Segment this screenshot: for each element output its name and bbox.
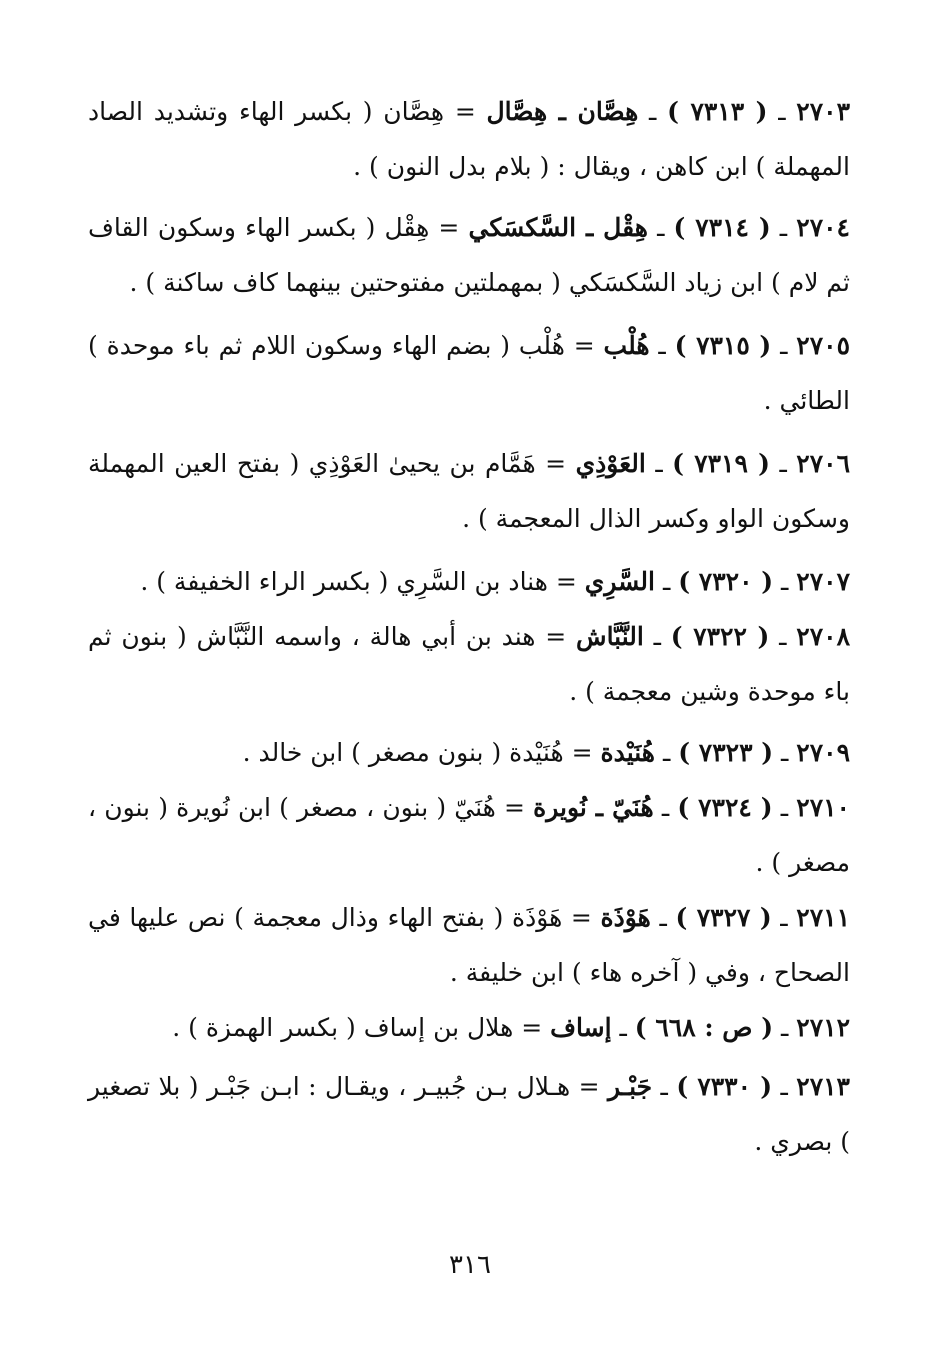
entry-reference: ( ٧٣١٩ ) bbox=[672, 449, 770, 478]
entry-2712: ٢٧١٢ ـ ( ص : ٦٦٨ ) ـ إساف = هلال بن إساف ( بكسر الهمزة ) . bbox=[172, 1013, 850, 1042]
entry-number: ٢٧٠٦ bbox=[796, 449, 850, 478]
entry-text: = هُلْب ( بضم الهاء وسكون اللام ثم باء موحدة ) الطائي . bbox=[88, 331, 850, 415]
entry-number: ٢٧١٠ bbox=[796, 793, 850, 822]
entries-list bbox=[88, 84, 850, 1169]
entry-headword: هُنَيْدة bbox=[600, 738, 655, 767]
entry-headword: هِصَّان ـ هِصَّال bbox=[486, 97, 639, 126]
entry-2710: ٢٧١٠ ـ ( ٧٣٢٤ ) ـ هُنَيّ ـ نُويرة = هُنَيّ ( بنون ، مصغر ) ابن نُويرة ( بنون ، مصغر ) . bbox=[88, 793, 850, 877]
entry-2709: ٢٧٠٩ ـ ( ٧٣٢٣ ) ـ هُنَيْدة = هُنَيْدة ( بنون مصغر ) ابن خالد . bbox=[242, 738, 850, 767]
entry-text: = هِقْل ( بكسر الهاء وسكون القاف ثم لام ) ابن زياد السَّكسَكي ( بمهملتين مفتوحتين بينهما كاف ساكنة ) . bbox=[88, 213, 850, 297]
entry-2707: ٢٧٠٧ ـ ( ٧٣٢٠ ) ـ السَّرِي = هناد بن السَّرِي ( بكسر الراء الخفيفة ) . bbox=[140, 567, 850, 596]
entry-number: ٢٧١٢ bbox=[796, 1013, 850, 1042]
entry-text: = هلال بن إساف ( بكسر الهمزة ) . bbox=[172, 1013, 543, 1042]
entry-reference: ( ٧٣٢٧ ) bbox=[675, 903, 772, 932]
entry-headword: هِقْل ـ السَّكسَكي bbox=[468, 213, 648, 242]
entry-reference: ( ٧٣١٥ ) bbox=[674, 331, 772, 360]
entry-reference: ( ٧٣١٤ ) bbox=[673, 213, 771, 242]
entry-2713: ٢٧١٣ ـ ( ٧٣٣٠ ) ـ جَبْـر = هـلال بـن جُبيـر ، ويقـال : ابـن جَبْـر ( بلا تصغير ) بصري . bbox=[88, 1072, 850, 1156]
entry-text: = هناد بن السَّرِي ( بكسر الراء الخفيفة ) . bbox=[140, 567, 577, 596]
entry-reference: ( ٧٣١٣ ) bbox=[667, 97, 768, 126]
entry-number: ٢٧٠٩ bbox=[796, 738, 850, 767]
entry-headword: هُنَيّ ـ نُويرة bbox=[533, 793, 654, 822]
entry-headword: السَّرِي bbox=[584, 567, 655, 596]
entry-headword: النَّبَّاش bbox=[576, 622, 644, 651]
entry-text: = هَوْذَة ( بفتح الهاء وذال معجمة ) نص عليها في الصحاح ، وفي ( آخره هاء ) ابن خليفة . bbox=[88, 903, 850, 987]
entry-reference: ( ٧٣٢٢ ) bbox=[670, 622, 770, 651]
entry-number: ٢٧٠٧ bbox=[796, 567, 850, 596]
entry-reference: ( ٧٣٣٠ ) bbox=[676, 1072, 773, 1101]
entry-2706: ٢٧٠٦ ـ ( ٧٣١٩ ) ـ العَوْذِي = هَمَّام بن يحيىٰ العَوْذِي ( بفتح العين المهملة وسكون الواو وكسر الذال المعجمة ) . bbox=[88, 449, 850, 533]
entry-reference: ( ٧٣٢٠ ) bbox=[678, 567, 774, 596]
entry-text: = هُنَيْدة ( بنون مصغر ) ابن خالد . bbox=[242, 738, 593, 767]
entry-headword: العَوْذِي bbox=[575, 449, 646, 478]
entry-headword: إساف bbox=[550, 1013, 612, 1042]
entry-text: = هَمَّام بن يحيىٰ العَوْذِي ( بفتح العين المهملة وسكون الواو وكسر الذال المعجمة ) . bbox=[88, 449, 850, 533]
entry-number: ٢٧١١ bbox=[796, 903, 850, 932]
page-number: ٣١٦ bbox=[449, 1250, 491, 1280]
entry-text: = هند بن أبي هالة ، واسمه النَّبَّاش ( بنون ثم باء موحدة وشين معجمة ) . bbox=[88, 622, 850, 706]
entry-reference: ( ٧٣٢٤ ) bbox=[677, 793, 773, 822]
entry-headword: هُلْب bbox=[603, 331, 650, 360]
entry-reference: ( ٧٣٢٣ ) bbox=[678, 738, 774, 767]
entry-2711: ٢٧١١ ـ ( ٧٣٢٧ ) ـ هَوْذَة = هَوْذَة ( بفتح الهاء وذال معجمة ) نص عليها في الصحاح ، وفي ( آخره هاء ) ابن خليفة . bbox=[88, 903, 850, 987]
entry-2705: ٢٧٠٥ ـ ( ٧٣١٥ ) ـ هُلْب = هُلْب ( بضم الهاء وسكون اللام ثم باء موحدة ) الطائي . bbox=[88, 331, 850, 415]
entry-number: ٢٧٠٤ bbox=[796, 213, 850, 242]
entry-number: ٢٧٠٥ bbox=[796, 331, 850, 360]
entry-2704: ٢٧٠٤ ـ ( ٧٣١٤ ) ـ هِقْل ـ السَّكسَكي = هِقْل ( بكسر الهاء وسكون القاف ثم لام ) ابن زياد السَّكسَكي ( بمهملتين مفتوحتين بينهما كاف ساكنة ) . bbox=[88, 213, 850, 297]
entry-number: ٢٧٠٨ bbox=[796, 622, 850, 651]
entry-number: ٢٧١٣ bbox=[796, 1072, 850, 1101]
entry-number: ٢٧٠٣ bbox=[796, 97, 850, 126]
entry-reference: ( ص : ٦٦٨ ) bbox=[634, 1013, 774, 1042]
entry-2703: ٢٧٠٣ ـ ( ٧٣١٣ ) ـ هِصَّان ـ هِصَّال = هِصَّان ( بكسر الهاء وتشديد الصاد المهملة ) ابن كاهن ، ويقال : ( بلام بدل النون ) . bbox=[88, 97, 850, 181]
entry-text: = هـلال بـن جُبيـر ، ويقـال : ابـن جَبْـر ( بلا تصغير ) بصري . bbox=[88, 1072, 850, 1156]
entry-text: = هِصَّان ( بكسر الهاء وتشديد الصاد المهملة ) ابن كاهن ، ويقال : ( بلام بدل النون ) . bbox=[88, 97, 850, 181]
entry-headword: هَوْذَة bbox=[600, 903, 651, 932]
entry-text: = هُنَيّ ( بنون ، مصغر ) ابن نُويرة ( بنون ، مصغر ) . bbox=[88, 793, 850, 877]
entry-2708: ٢٧٠٨ ـ ( ٧٣٢٢ ) ـ النَّبَّاش = هند بن أبي هالة ، واسمه النَّبَّاش ( بنون ثم باء موحدة وشين معجمة ) . bbox=[88, 622, 850, 706]
entry-headword: جَبْـر bbox=[607, 1072, 653, 1101]
